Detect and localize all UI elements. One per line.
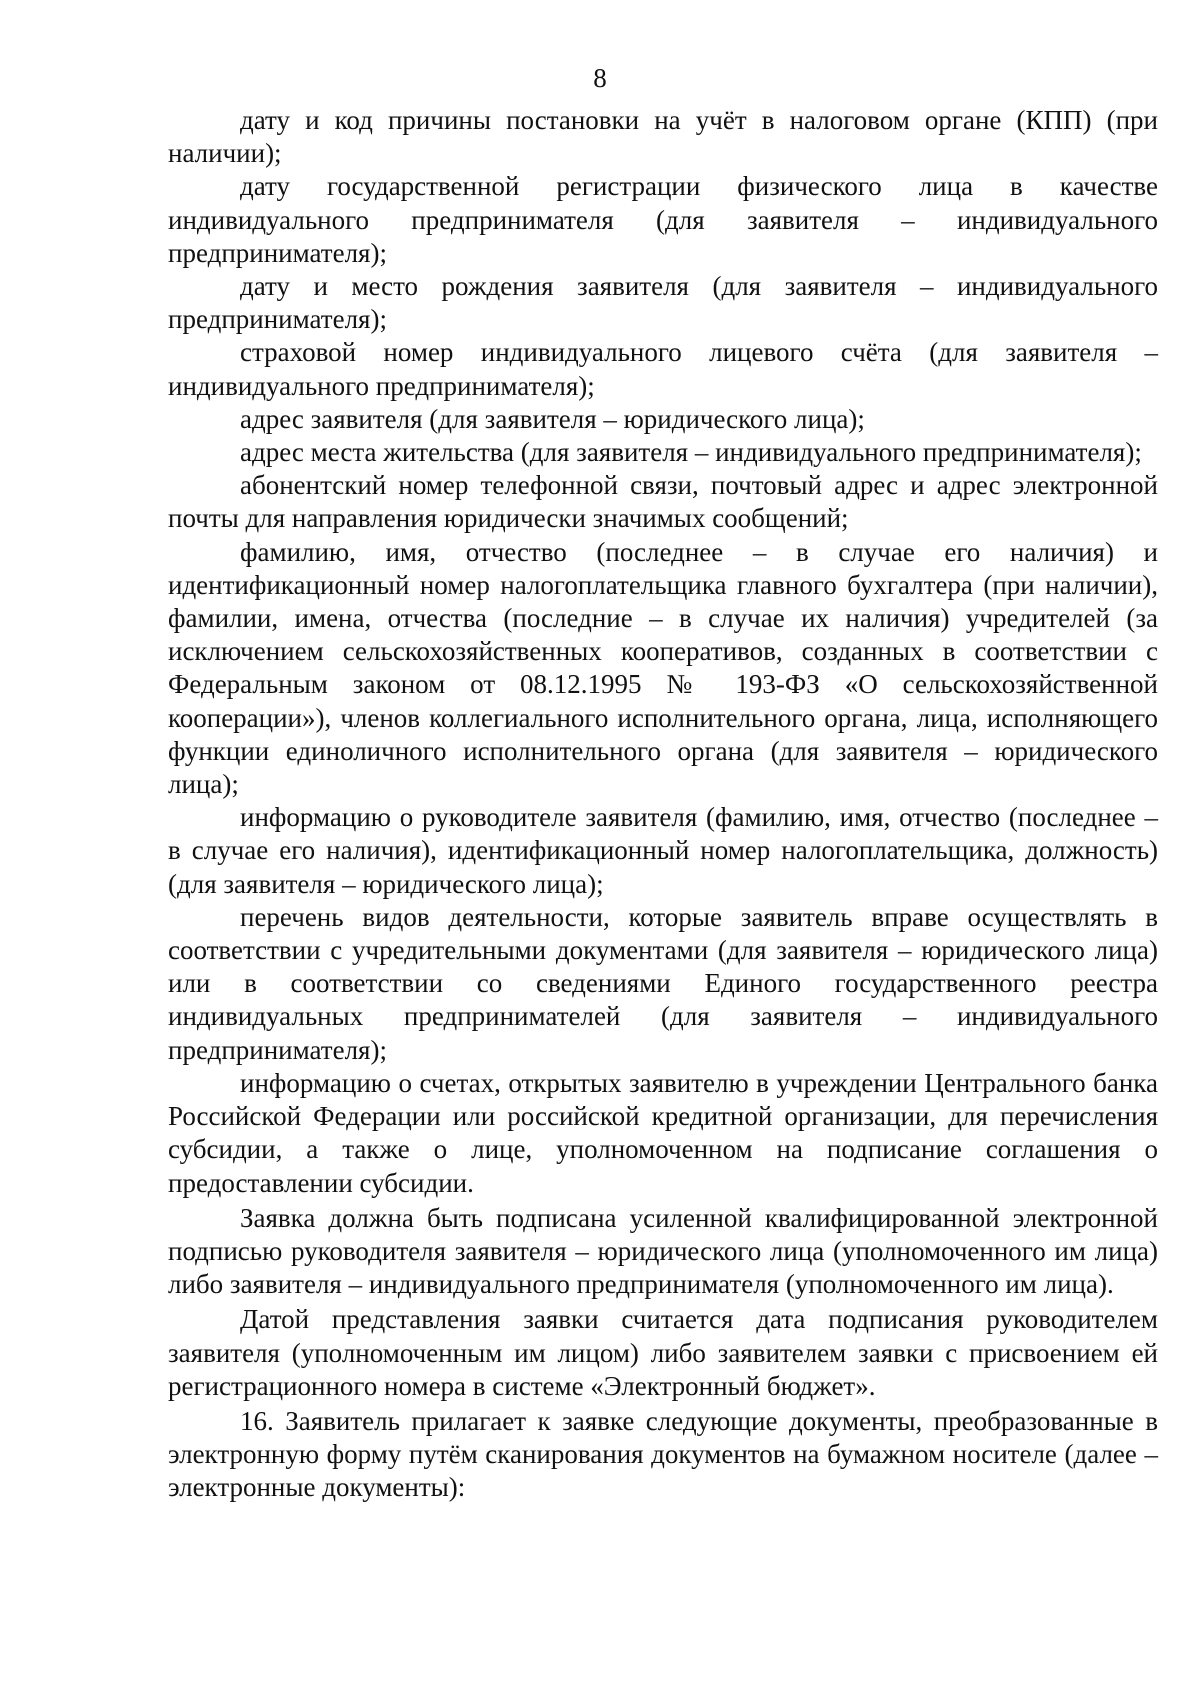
paragraph-kpp: дату и код причины постановки на учёт в налоговом органе (КПП) (при наличии); xyxy=(168,105,1158,169)
paragraph-contacts: абонентский номер телефонной связи, почтовый адрес и адрес электронной почты для направления юридически значимых сообщений; xyxy=(168,470,1158,534)
paragraph-submission-date: Датой представления заявки считается дата подписания руководителем заявителя (уполномоченным им лицом) либо заявителем заявки с присвоением ей регистрационного номера в системе «Электронный бюджет». xyxy=(168,1304,1158,1401)
paragraph-signature: Заявка должна быть подписана усиленной квалифицированной электронной подписью руководителя заявителя – юридического лица (уполномоченного им лица) либо заявителя – индивидуального предпринимателя (уполномоченного им лица). xyxy=(168,1202,1158,1300)
paragraph-item-16: 16. Заявитель прилагает к заявке следующие документы, преобразованные в электронную форму путём сканирования документов на бумажном носителе (далее – электронные документы): xyxy=(168,1405,1158,1503)
document-body xyxy=(168,104,1158,1505)
paragraph-legal-address: адрес заявителя (для заявителя – юридического лица); xyxy=(240,403,865,434)
paragraph-birth-date-place: дату и место рождения заявителя (для заявителя – индивидуального предпринимателя); xyxy=(168,271,1158,335)
paragraph-insurance-number: страховой номер индивидуального лицевого счёта (для заявителя – индивидуального предпринимателя); xyxy=(168,337,1158,401)
paragraph-residence-address: адрес места жительства (для заявителя – индивидуального предпринимателя); xyxy=(240,437,1142,468)
paragraph-head-info: информацию о руководителе заявителя (фамилию, имя, отчество (последнее – в случае его наличия), идентификационный номер налогоплательщика, должность) (для заявителя – юридического лица); xyxy=(168,802,1158,899)
paragraph-activities: перечень видов деятельности, которые заявитель вправе осуществлять в соответствии с учредительными документами (для заявителя – юридического лица) или в соответствии со сведениями Единого государственного реестра индивидуальных предпринимателей (для заявителя – индивидуального предпринимателя); xyxy=(168,901,1158,1065)
paragraph-registration-date: дату государственной регистрации физического лица в качестве индивидуального предпринимателя (для заявителя – индивидуального предпринимателя); xyxy=(168,171,1158,268)
paragraph-bank-accounts: информацию о счетах, открытых заявителю в учреждении Центрального банка Российской Федерации или российской кредитной организации, для перечисления субсидии, а также о лице, уполномоченном на подписание соглашения о предоставлении субсидии. xyxy=(168,1067,1158,1198)
paragraph-accountant-founders: фамилию, имя, отчество (последнее – в случае его наличия) и идентификационный номер налогоплательщика главного бухгалтера (при наличии), фамилии, имена, отчества (последние – в случае их наличия) учредителей (за исключением сельскохозяйственных кооперативов, созданных в соответствии с Федеральным законом от 08.12.1995 № 193-ФЗ «О сельскохозяйственной кооперации»), членов коллегиального исполнительного органа, лица, исполняющего функции единоличного исполнительного органа (для заявителя – юридического лица); xyxy=(168,536,1158,800)
page-number: 8 xyxy=(593,63,607,93)
